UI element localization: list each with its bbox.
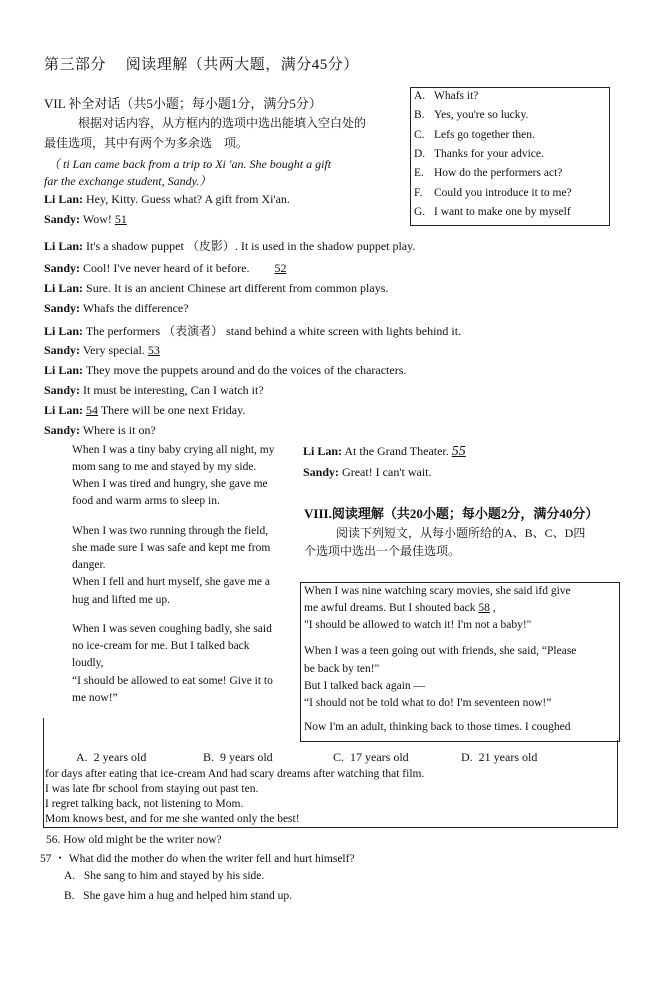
poem-end-line: I was late fbr school from staying out past ten.	[45, 783, 259, 795]
poem-line: mom sang to me and stayed by my side.	[72, 461, 257, 473]
section8-instruction-2: 个选项中选出一个最佳选项。	[304, 544, 461, 558]
poem-box-line: be back by ten!"	[304, 663, 380, 675]
choice-d: D. 21 years old	[461, 750, 538, 764]
dialogue-intro-1: （ ti Lan came back from a trip to Xi 'an. She bought a gift	[48, 157, 332, 171]
blank-55: 55	[451, 444, 466, 459]
blank-51: 51	[114, 212, 127, 226]
choice-c: C. 17 years old	[333, 750, 409, 764]
option-a: A. Whafs it?	[414, 90, 479, 102]
option-c: C. Lefs go together then.	[414, 129, 535, 141]
blank-52: 52	[274, 261, 287, 275]
q57-option-a: A. She sang to him and stayed by his side.	[64, 870, 265, 882]
section8-heading: VIII.阅读理解（共20小题；每小题2分，满分40分）	[304, 506, 599, 521]
dialogue-line: Sandy: Whafs the difference?	[44, 301, 189, 315]
poem-line: When I was a tiny baby crying all night, my	[72, 444, 275, 456]
blank-54: 54	[86, 403, 99, 417]
poem-line: “I should be allowed to eat some! Give it to	[72, 675, 273, 687]
option-f: F. Could you introduce it to me?	[414, 187, 572, 199]
dialogue-line: Sandy: Where is it on?	[44, 423, 156, 437]
dialogue-line: Li Lan: Sure. It is an ancient Chinese art different from common plays.	[44, 281, 389, 295]
poem-box-line: When I was a teen going out with friends, she said, “Please	[304, 645, 577, 657]
option-b: B. Yes, you're so lucky.	[414, 109, 529, 121]
dialogue-line: Li Lan: At the Grand Theater. 55	[303, 444, 466, 459]
poem-box-line: me awful dreams. But I shouted back 58 ,	[304, 602, 496, 614]
poem-box-line: When I was nine watching scary movies, she said ifd give	[304, 585, 571, 597]
poem-box-line: But I talked back again —	[304, 680, 426, 692]
question-56: 56. How old might be the writer now?	[46, 834, 222, 846]
section8-instruction-1: 阅读下列短文，从每小题所给的A、B、C、D四	[336, 526, 586, 540]
poem-line: When I was seven coughing badly, she said	[72, 623, 272, 635]
option-g: G. I want to make one by myself	[414, 206, 571, 218]
poem-line: danger.	[72, 559, 106, 571]
dialogue-line: Li Lan: It's a shadow puppet （皮影）. It is used in the shadow puppet play.	[44, 239, 416, 253]
dialogue-line: Li Lan: Hey, Kitty. Guess what? A gift from Xi'an.	[44, 192, 290, 206]
part-title: 第三部分 阅读理解（共两大题，满分45分）	[44, 57, 359, 73]
dialogue-line: Li Lan: 54 There will be one next Friday.	[44, 403, 246, 417]
poem-box-line: “I should not be told what to do! I'm seventeen now!”	[304, 697, 552, 709]
frame-left-rule	[43, 718, 44, 828]
choice-a: A. 2 years old	[76, 750, 147, 764]
frame-right-rule	[617, 740, 618, 828]
poem-line: loudly,	[72, 657, 104, 669]
section7-heading: VIL 补全对话（共5小题；每小题1分，满分5分）	[44, 96, 322, 111]
poem-box	[300, 582, 620, 742]
poem-end-line: I regret talking back, not listening to Mom.	[45, 798, 244, 810]
poem-line: When I was two running through the field,	[72, 525, 269, 537]
options-box	[410, 87, 610, 226]
poem-line: food and warm arms to sleep in.	[72, 495, 220, 507]
section7-instruction-1: 根据对话内容，从方框内的选项中选出能填入空白处的	[78, 116, 367, 130]
dialogue-line: Li Lan: They move the puppets around and do the voices of the characters.	[44, 363, 407, 377]
dialogue-line: Sandy: Great! I can't wait.	[303, 465, 432, 479]
dialogue-line: Sandy: Cool! I've never heard of it before. 52	[44, 261, 287, 275]
poem-box-line: "I should be allowed to watch it! I'm not a baby!"	[304, 619, 532, 631]
section7-instruction-2: 最佳选项，其中有两个为多余选 项。	[44, 136, 249, 150]
dialogue-line: Sandy: Very special. 53	[44, 343, 160, 357]
option-d: D. Thanks for your advice.	[414, 148, 544, 160]
poem-box-line: Now I'm an adult, thinking back to those times. I coughed	[304, 721, 571, 733]
option-e: E. How do the performers act?	[414, 167, 563, 179]
poem-line: hug and lifted me up.	[72, 594, 171, 606]
poem-line: she made sure I was safe and kept me from	[72, 542, 271, 554]
q57-option-b: B. She gave him a hug and helped him stand up.	[64, 890, 293, 902]
choice-b: B. 9 years old	[203, 750, 273, 764]
poem-line: When I fell and hurt myself, she gave me a	[72, 576, 270, 588]
dialogue-line: Sandy: Wow! 51	[44, 212, 127, 226]
dialogue-line: Sandy: It must be interesting, Can I watch it?	[44, 383, 264, 397]
frame-bottom-rule	[43, 827, 618, 828]
poem-line: no ice-cream for me. But I talked back	[72, 640, 250, 652]
poem-end-line: for days after eating that ice-cream And had scary dreams after watching that film.	[45, 768, 425, 780]
poem-line: When I was tired and hungry, she gave me	[72, 478, 268, 490]
dialogue-intro-2: far the exchange student, Sandy.）	[44, 174, 212, 188]
question-57: 57 ・ What did the mother do when the writer fell and hurt himself?	[40, 853, 355, 865]
blank-53: 53	[147, 343, 160, 357]
poem-end-line: Mom knows best, and for me she wanted only the best!	[45, 813, 300, 825]
dialogue-line: Li Lan: The performers （表演者） stand behind a white screen with lights behind it.	[44, 324, 462, 338]
blank-58: 58	[478, 602, 490, 614]
poem-line: me now!”	[72, 692, 118, 704]
